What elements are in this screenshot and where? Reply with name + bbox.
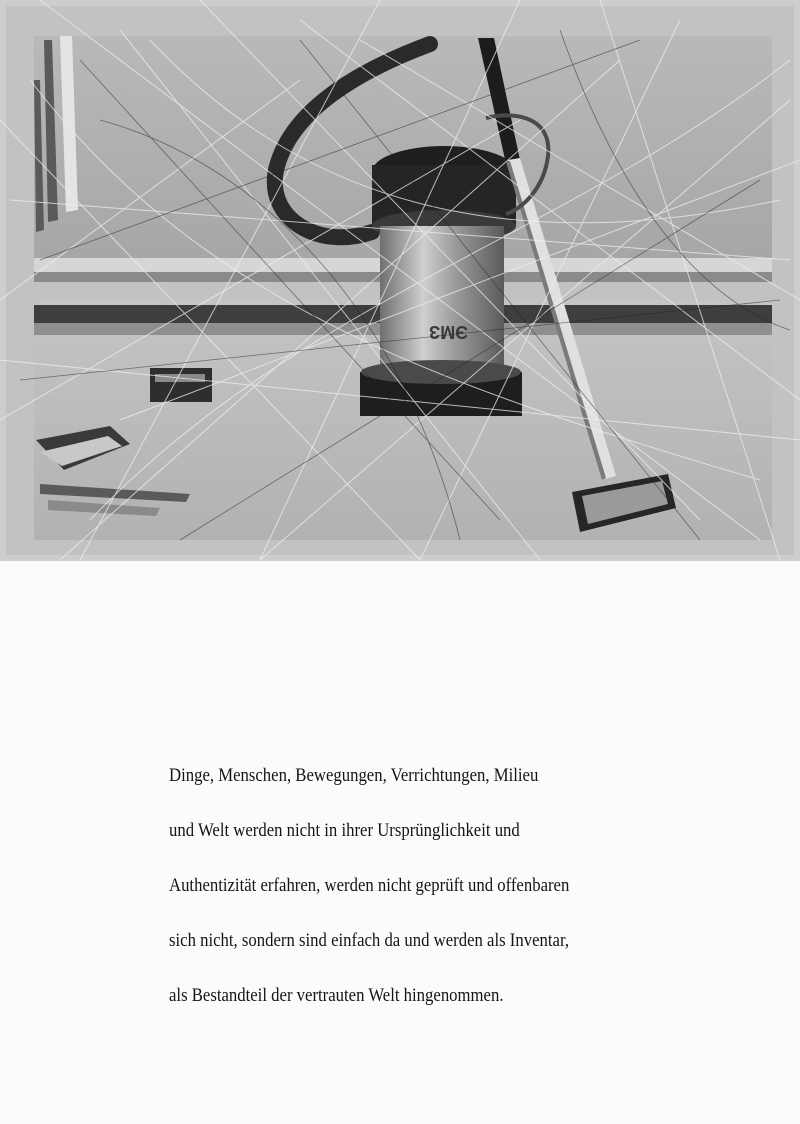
svg-text:ЭМЗ: ЭМЗ (428, 322, 468, 342)
scratched-photo (0, 0, 800, 561)
caption-line: sich nicht, sondern sind einfach da und werden als Inventar, (169, 929, 570, 951)
caption-paragraph (169, 734, 591, 1037)
caption-line: Dinge, Menschen, Bewegungen, Verrichtungen, Milieu (169, 764, 539, 786)
caption-line: und Welt werden nicht in ihrer Ursprünglichkeit und (169, 819, 520, 841)
caption-line: Authentizität erfahren, werden nicht geprüft und offenbaren (169, 874, 570, 896)
caption-line: als Bestandteil der vertrauten Welt hingenommen. (169, 984, 504, 1006)
